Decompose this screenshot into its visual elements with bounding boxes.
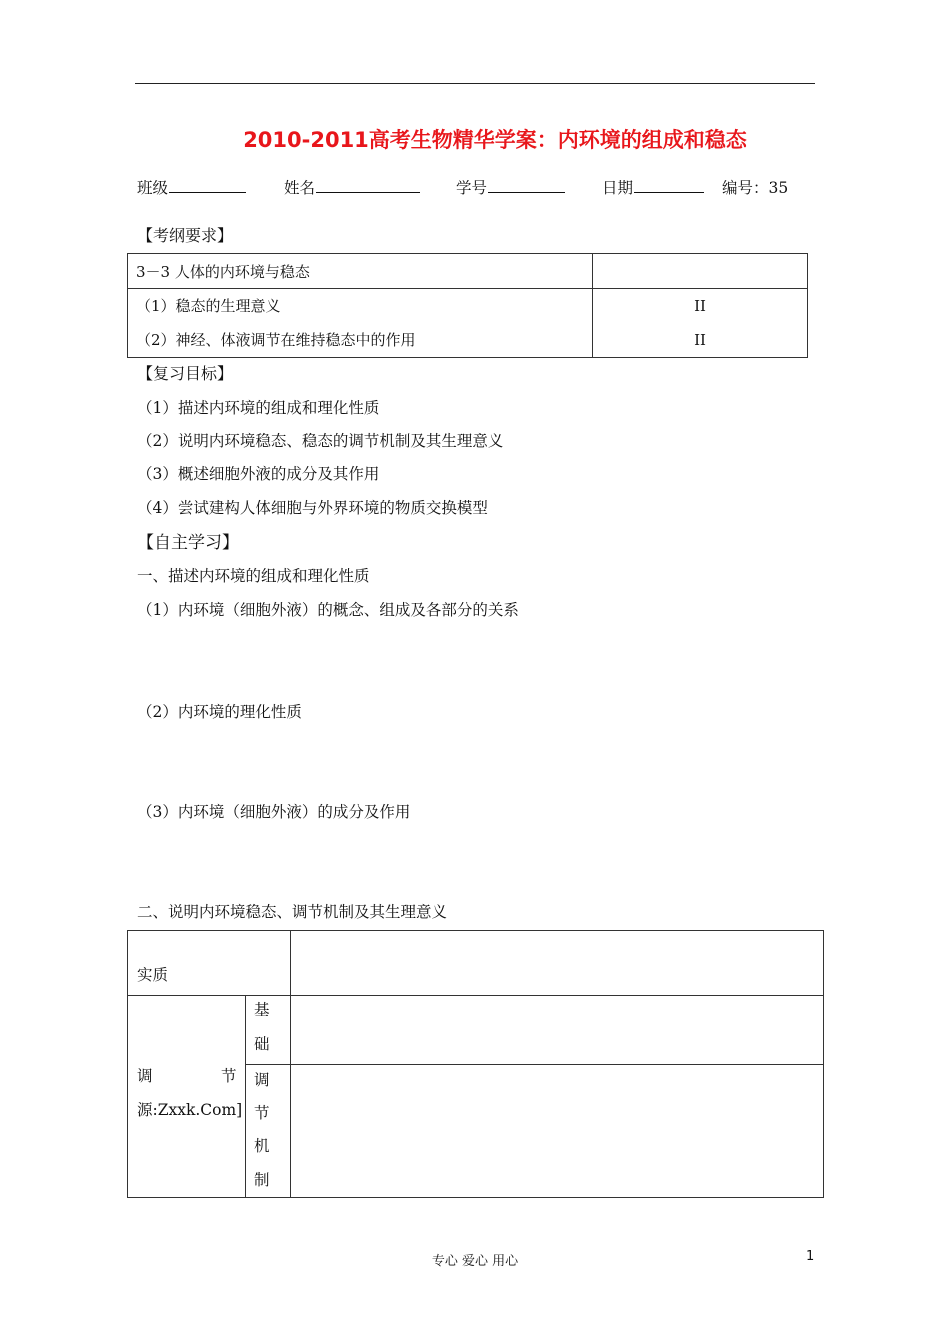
part2-heading: 二、说明内环境稳态、调节机制及其生理意义 xyxy=(137,903,448,921)
part1-heading: 一、描述内环境的组成和理化性质 xyxy=(137,567,370,585)
requirement-level: II xyxy=(694,297,706,315)
homeostasis-table xyxy=(127,930,824,1198)
fuxi-heading: 【复习目标】 xyxy=(137,364,234,383)
mechanism-char: 调 xyxy=(254,1071,270,1089)
list-item: （1）描述内环境的组成和理化性质 xyxy=(137,399,380,417)
list-item: （2）说明内环境稳态、稳态的调节机制及其生理意义 xyxy=(137,432,504,450)
zizhu-heading: 【自主学习】 xyxy=(137,533,239,553)
requirement-level xyxy=(593,254,808,289)
serial-number: 编号：35 xyxy=(722,179,789,197)
mechanism-char: 节 xyxy=(254,1104,270,1122)
question-2: （2）内环境的理化性质 xyxy=(137,703,302,721)
student-id-field: 学号 xyxy=(456,176,565,198)
name-field: 姓名 xyxy=(284,176,420,198)
requirement-level: II xyxy=(694,331,706,349)
basis-char: 础 xyxy=(254,1035,270,1053)
mechanism-char: 制 xyxy=(254,1171,270,1189)
class-field: 班级 xyxy=(137,176,246,198)
exam-requirements-table xyxy=(127,253,808,358)
question-3: （3）内环境（细胞外液）的成分及作用 xyxy=(137,803,411,821)
requirement-topic: （2）神经、体液调节在维持稳态中的作用 xyxy=(136,331,416,349)
table-row xyxy=(128,289,808,358)
document-title: 2010-2011高考生物精华学案：内环境的组成和稳态 xyxy=(243,128,747,152)
header-rule xyxy=(135,83,815,84)
regulation-label-b: 节 xyxy=(221,1067,237,1085)
basis-char: 基 xyxy=(254,1001,270,1019)
footer-motto: 专心 爱心 用心 xyxy=(431,1254,519,1269)
date-field: 日期 xyxy=(602,176,704,198)
page-number: 1 xyxy=(806,1249,815,1264)
regulation-label-a: 调 xyxy=(137,1067,153,1085)
source-note: 源:Zxxk.Com] xyxy=(137,1101,243,1119)
mechanism-char: 机 xyxy=(254,1137,270,1155)
table-row xyxy=(128,254,808,289)
question-1: （1）内环境（细胞外液）的概念、组成及各部分的关系 xyxy=(137,601,519,619)
requirement-topic: （1）稳态的生理意义 xyxy=(136,297,281,315)
list-item: （4）尝试建构人体细胞与外界环境的物质交换模型 xyxy=(137,499,488,517)
kaogang-heading: 【考纲要求】 xyxy=(137,226,234,245)
list-item: （3）概述细胞外液的成分及其作用 xyxy=(137,465,380,483)
essence-label: 实质 xyxy=(137,966,169,984)
requirement-topic: 3－3 人体的内环境与稳态 xyxy=(128,254,593,289)
